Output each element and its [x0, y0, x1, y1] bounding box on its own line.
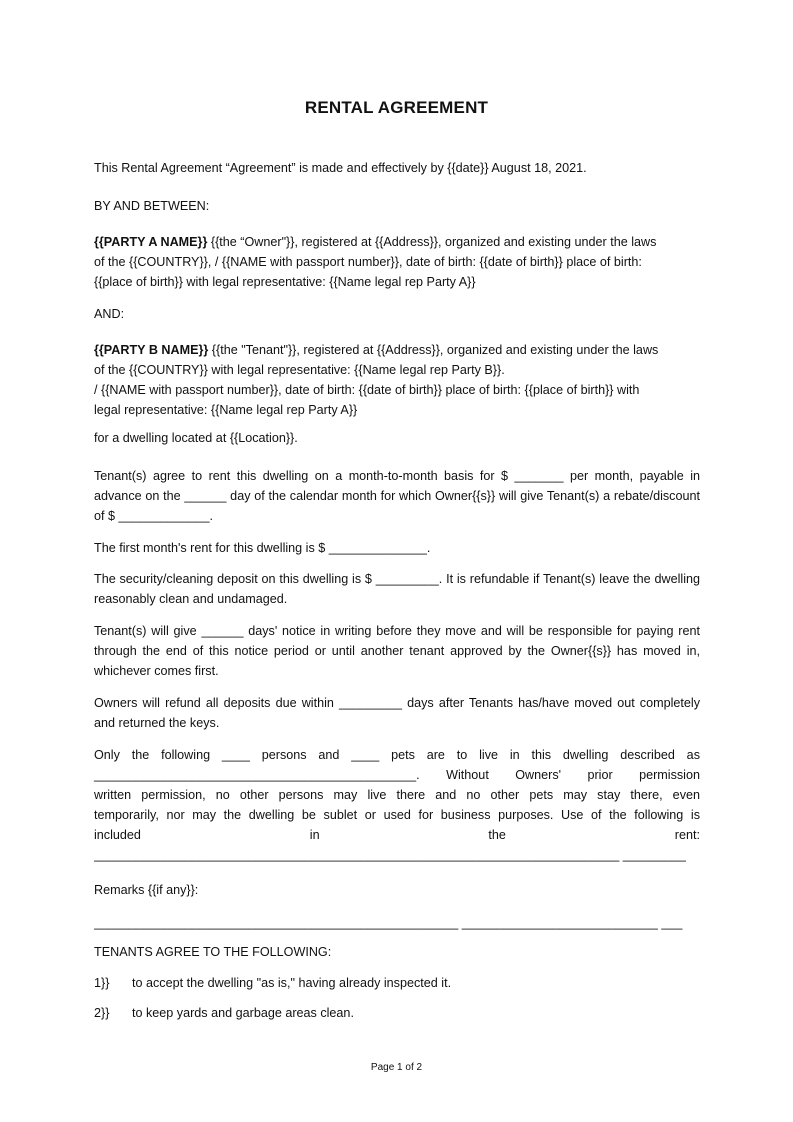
page-number-footer: Page 1 of 2 [370, 1062, 423, 1073]
party-b-name: {{PARTY B NAME}} [94, 343, 209, 357]
occupants-line-4: temporarily, nor may the dwelling be sublet or used for business purposes. Use of the following is [94, 808, 700, 822]
occupants-line-2: ______________________________________________. Without Owners' prior permission [94, 768, 700, 782]
intro-paragraph: This Rental Agreement “Agreement” is made and effectively by {{date}} August 18, 2021. [94, 161, 587, 175]
party-a-line-1 [94, 232, 700, 252]
occupants-line-3: written permission, no other persons may live there and no other pets may stay there, even [94, 788, 700, 802]
list-item [94, 976, 451, 990]
dwelling-location-paragraph: for a dwelling located at {{Location}}. [94, 431, 298, 445]
party-b-line-2: of the {{COUNTRY}} with legal representative: {{Name legal rep Party B}}. [94, 363, 505, 377]
remarks-label: Remarks {{if any}}: [94, 883, 199, 897]
refund-paragraph: Owners will refund all deposits due within _________ days after Tenants has/have moved out completely and returned the keys. [94, 696, 700, 730]
party-a-line-1-text: {{the “Owner"}}, registered at {{Address}}, organized and existing under the laws [207, 235, 657, 249]
tenants-agree-heading: TENANTS AGREE TO THE FOLLOWING: [94, 945, 332, 959]
and-label: AND: [94, 307, 125, 321]
list-item [94, 1006, 354, 1020]
by-and-between-label: BY AND BETWEEN: [94, 199, 210, 213]
occupants-paragraph [94, 745, 700, 865]
list-item-number: 2}} [94, 1006, 110, 1020]
security-deposit-paragraph: The security/cleaning deposit on this dwelling is $ _________. It is refundable if Tenant(s) leave the dwelling reasonably clean and undamaged. [94, 572, 700, 606]
document-title: RENTAL AGREEMENT [304, 98, 489, 117]
party-a-block [94, 232, 700, 292]
rent-terms-paragraph: Tenant(s) agree to rent this dwelling on a month-to-month basis for $ _______ per month, payable in advance on the ______ day of the calendar month for which Owner{{s}} will give Tenant(s) a rebate/discount of $ _____________. [94, 469, 700, 523]
list-item-text: to keep yards and garbage areas clean. [132, 1006, 354, 1020]
party-b-line-1-text: {{the "Tenant"}}, registered at {{Address}}, organized and existing under the laws [208, 343, 659, 357]
list-item-text: to accept the dwelling "as is," having already inspected it. [132, 976, 452, 990]
list-item-number: 1}} [94, 976, 110, 990]
remarks-blank-line: ____________________________________________________ ____________________________ ___ [94, 916, 683, 930]
party-b-line-1 [94, 340, 700, 360]
party-a-name: {{PARTY A NAME}} [94, 235, 208, 249]
first-month-rent-paragraph: The first month's rent for this dwelling is $ ______________. [94, 541, 431, 555]
party-b-block [94, 340, 700, 420]
occupants-line-1: Only the following ____ persons and ____ pets are to live in this dwelling described as [94, 748, 700, 762]
party-b-line-3: / {{NAME with passport number}}, date of birth: {{date of birth}} place of birth: {{place of birth}} with [94, 383, 640, 397]
party-a-line-2: of the {{COUNTRY}}, / {{NAME with passport number}}, date of birth: {{date of birth}} place of birth: [94, 255, 642, 269]
occupants-blank-line: ___________________________________________________________________________ _________ [94, 848, 686, 862]
notice-paragraph: Tenant(s) will give ______ days' notice in writing before they move and will be responsible for paying rent through the end of this notice period or until another tenant approved by the Owner{{s}} has moved in, whichever comes first. [94, 624, 700, 678]
party-b-line-4: legal representative: {{Name legal rep Party A}} [94, 403, 358, 417]
occupants-line-5: included in the rent: [94, 828, 700, 842]
party-a-line-3: {{place of birth}} with legal representative: {{Name legal rep Party A}} [94, 275, 476, 289]
